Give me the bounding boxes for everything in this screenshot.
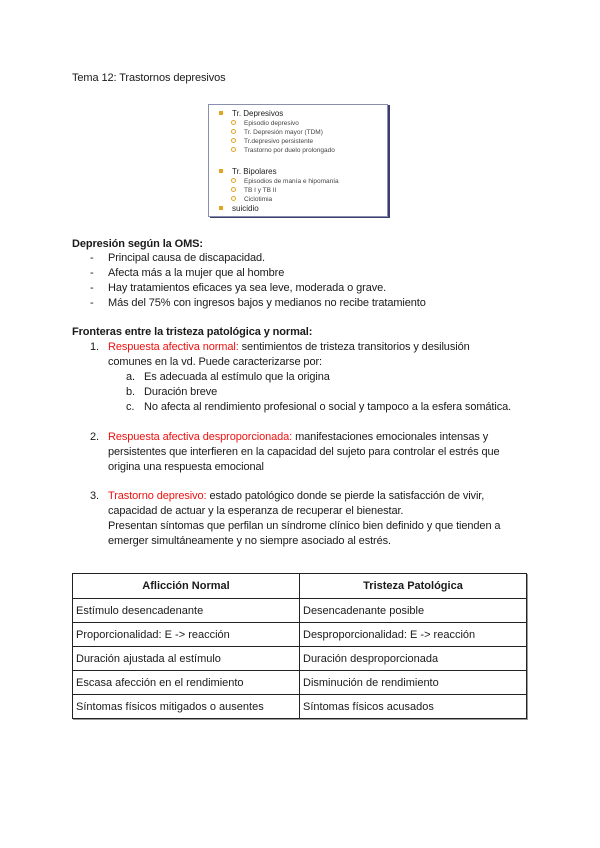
table-row [73,671,527,695]
slide-image [208,104,388,217]
circle-bullet-icon [231,178,236,183]
table-cell: Síntomas físicos acusados [300,695,527,719]
list-item: Hay tratamientos eficaces ya sea leve, moderada o grave. [108,282,387,294]
section-heading-oms: Depresión según la OMS: [72,238,203,250]
table-cell: Desproporcionalidad: E -> reacción [300,623,527,647]
list-item: Principal causa de discapacidad. [108,252,266,264]
table-header-row [73,574,527,599]
square-bullet-icon [219,206,223,210]
slide-item: Episodios de manía e hipomanía [231,177,339,186]
list-item-line: Respuesta afectiva desproporcionada: manifestaciones emocionales intensas y [108,431,489,443]
list-item-line: capacidad de actuar y la esperanza de recuperar el bienestar. [108,505,404,517]
sub-letter: c. [126,401,135,413]
circle-bullet-icon [231,138,236,143]
table-row [73,695,527,719]
table-cell: Proporcionalidad: E -> reacción [73,623,300,647]
slide-group-suicidio: suicidio [219,204,259,214]
slide-item: Ciclotimia [231,195,272,204]
table-cell: Escasa afección en el rendimiento [73,671,300,695]
list-marker: - [90,297,94,309]
table-cell: Disminución de rendimiento [300,671,527,695]
list-item-line: comunes en la vd. Puede caracterizarse por: [108,356,322,368]
list-marker: - [90,282,94,294]
list-number: 1. [90,341,99,353]
circle-bullet-icon [231,147,236,152]
list-marker: - [90,252,94,264]
table-row [73,623,527,647]
table-cell: Desencadenante posible [300,599,527,623]
square-bullet-icon [219,111,223,115]
circle-bullet-icon [231,129,236,134]
slide-group-depresivos: Tr. Depresivos [219,109,283,119]
list-item-line: origina una respuesta emocional [108,461,264,473]
slide-item: Tr.depresivo persistente [231,137,313,146]
column-header: Tristeza Patológica [300,574,527,599]
column-header: Aflicción Normal [73,574,300,599]
sub-item: Duración breve [144,386,218,398]
section-heading-fronteras: Fronteras entre la tristeza patológica y normal: [72,326,313,338]
table-cell: Duración desproporcionada [300,647,527,671]
slide-item: Trastorno por duelo prolongado [231,146,335,155]
slide-item: Episodio depresivo [231,119,299,128]
table-cell: Estímulo desencadenante [73,599,300,623]
table-cell: Duración ajustada al estímulo [73,647,300,671]
term-label: Trastorno depresivo: [108,490,207,502]
list-item-line: Presentan síntomas que perfilan un síndrome clínico bien definido y que tienden a [108,520,501,532]
list-number: 2. [90,431,99,443]
table-row [73,647,527,671]
circle-bullet-icon [231,196,236,201]
list-number: 3. [90,490,99,502]
list-item: Afecta más a la mujer que al hombre [108,267,285,279]
page-title: Tema 12: Trastornos depresivos [72,72,226,84]
sub-item: No afecta al rendimiento profesional o social y tampoco a la esfera somática. [144,401,512,413]
sub-letter: b. [126,386,135,398]
table-cell: Síntomas físicos mitigados o ausentes [73,695,300,719]
list-item: Más del 75% con ingresos bajos y medianos no recibe tratamiento [108,297,426,309]
sub-letter: a. [126,371,135,383]
term-label: Respuesta afectiva normal: [108,341,239,353]
list-item-line: Respuesta afectiva normal: sentimientos de tristeza transitorios y desilusión [108,341,470,353]
list-item-line: Trastorno depresivo: estado patológico donde se pierde la satisfacción de vivir, [108,490,485,502]
sub-item: Es adecuada al estímulo que la origina [144,371,330,383]
table-row [73,599,527,623]
list-item-line: emerger simultáneamente y no siempre asociado al estrés. [108,535,391,547]
list-marker: - [90,267,94,279]
square-bullet-icon [219,169,223,173]
circle-bullet-icon [231,187,236,192]
slide-item: Tr. Depresión mayor (TDM) [231,128,323,137]
circle-bullet-icon [231,120,236,125]
term-label: Respuesta afectiva desproporcionada: [108,431,293,443]
slide-group-bipolares: Tr. Bipolares [219,167,277,177]
slide-item: TB I y TB II [231,186,276,195]
comparison-table [72,573,527,719]
list-item-line: persistentes que interfieren en la capacidad del sujeto para controlar el estrés que [108,446,500,458]
